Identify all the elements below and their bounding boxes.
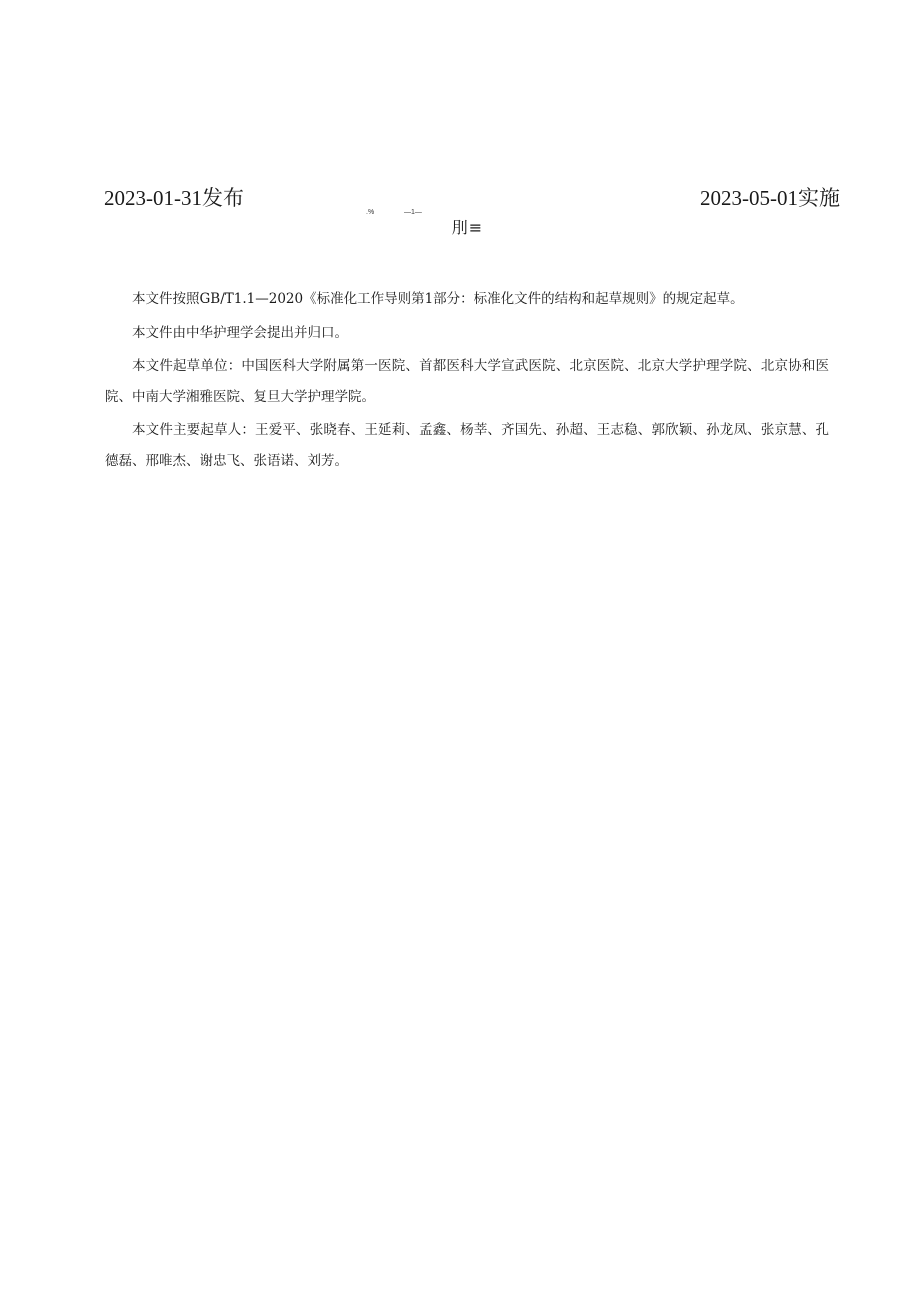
issue-date [104, 185, 244, 211]
paragraph-drafting-rules: 本文件按照GB/T1.1—2020《标准化工作导则第1部分：标准化文件的结构和起草规则》的规定起草。 [132, 291, 744, 307]
paragraph-proposer: 本文件由中华护理学会提出并归口。 [132, 324, 348, 341]
issue-date-label: 发布 [202, 186, 244, 210]
paragraph-drafting-units: 本文件起草单位：中国医科大学附属第一医院、首都医科大学宣武医院、北京医院、北京大学护理学院、北京协和医院、中南大学湘雅医院、复旦大学护理学院。 [105, 358, 829, 405]
implementation-date [700, 185, 840, 211]
paragraph-main-drafters: 本文件主要起草人：王爱平、张晓春、王延莉、孟鑫、杨莘、齐国先、孙超、王志稳、郭欣颖、孙龙凤、张京慧、孔德磊、邢唯杰、谢忠飞、张语诺、刘芳。 [105, 422, 829, 469]
scan-artifact-mark: .% [366, 209, 375, 216]
document-body [105, 284, 829, 479]
implementation-date-label: 实施 [798, 186, 840, 210]
section-heading: 刖≡ [451, 218, 484, 237]
issue-date-value: 2023-01-31 [104, 186, 202, 210]
implementation-date-value: 2023-05-01 [700, 186, 798, 210]
page-number-mark: —1— [404, 209, 422, 216]
